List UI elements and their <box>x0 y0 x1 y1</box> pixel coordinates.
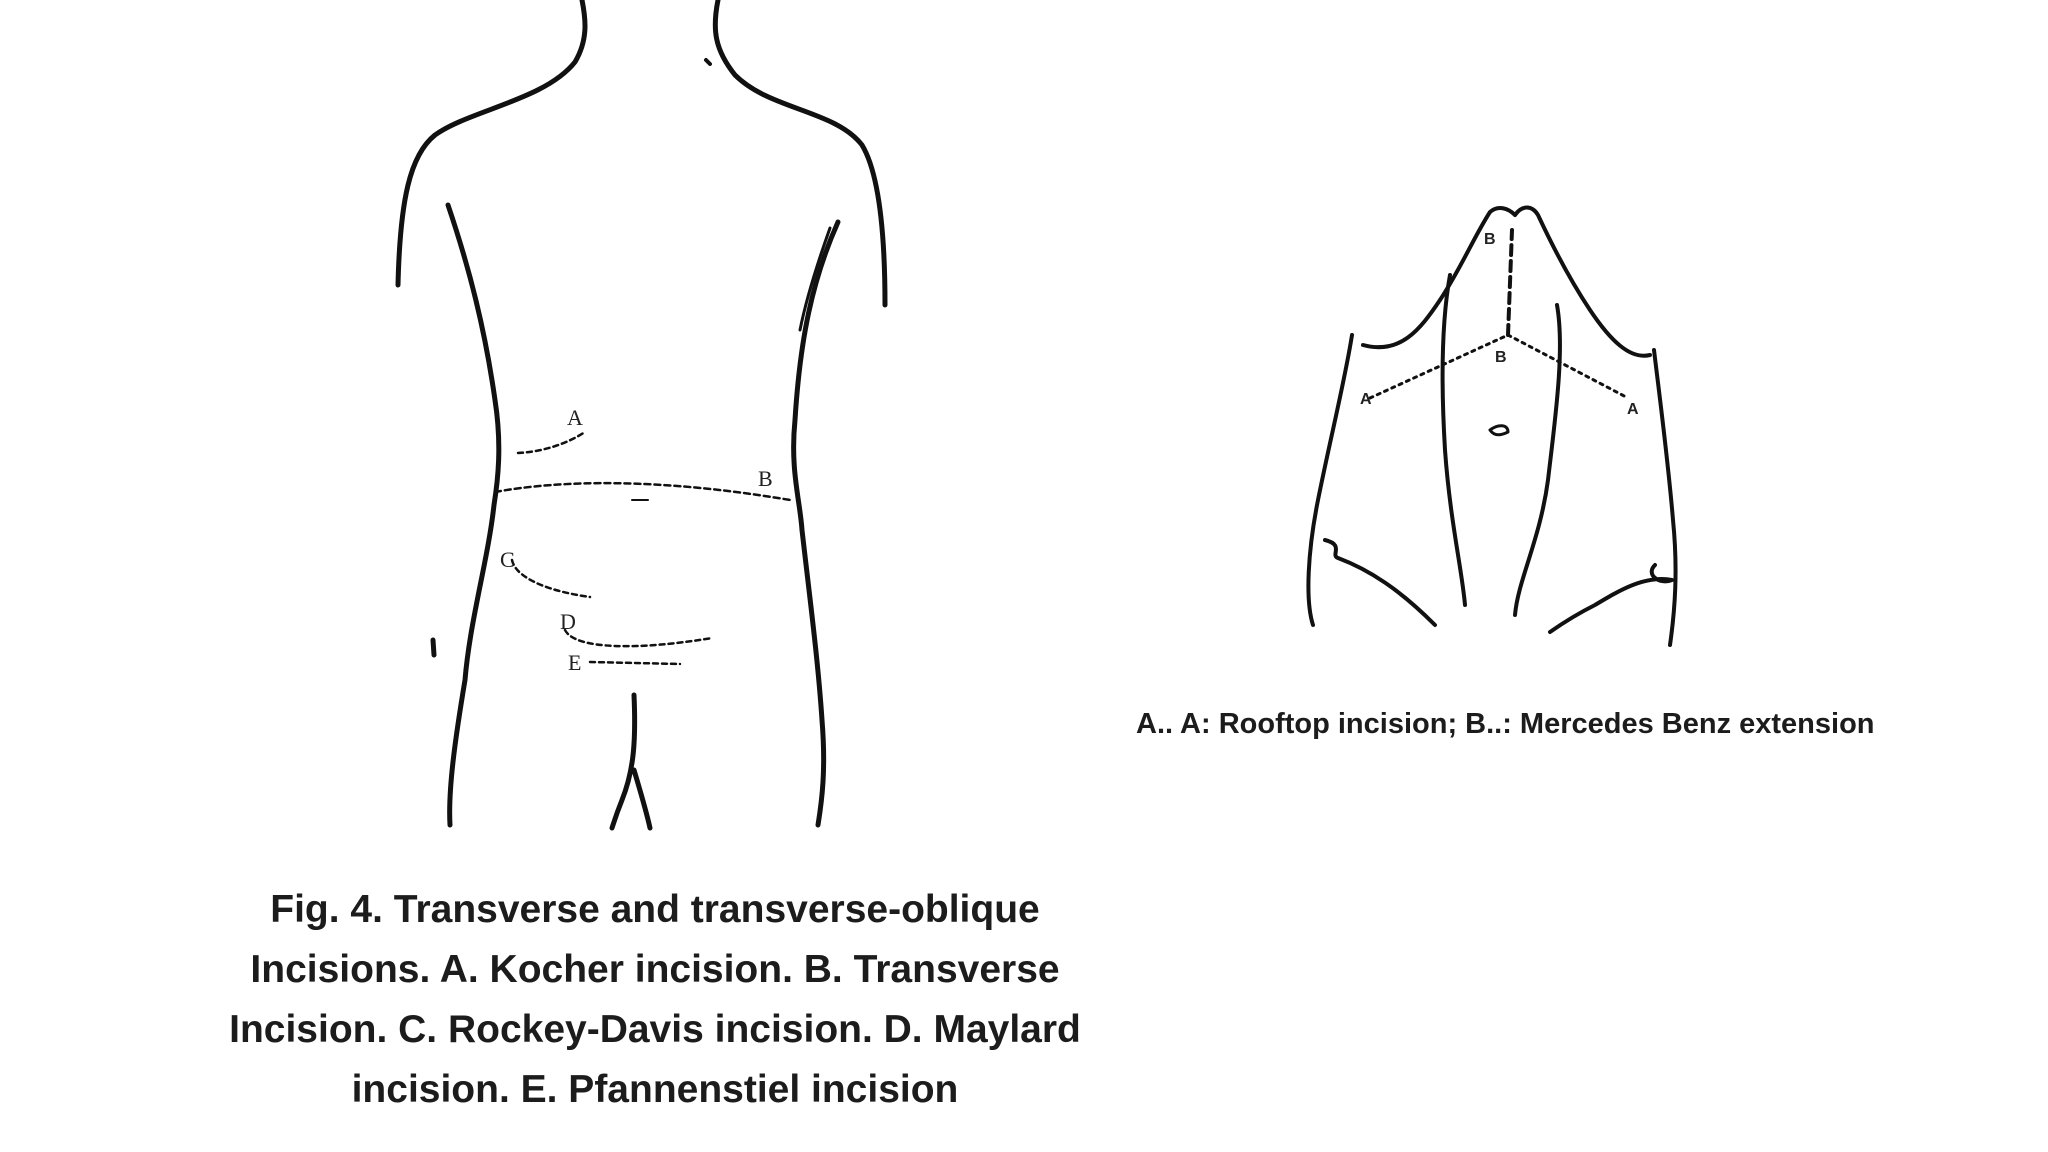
caption-line-4: incision. E. Pfannenstiel incision <box>351 1068 959 1111</box>
fig4-caption <box>140 880 1170 1120</box>
label-a-left: A <box>1360 391 1372 408</box>
abdomen-outline-right <box>1654 350 1676 645</box>
mercedes-benz-extension <box>1508 230 1512 335</box>
hip-left <box>1325 540 1435 625</box>
label-a: A <box>567 405 583 430</box>
caption-line-1: Fig. 4. Transverse and transverse-oblique <box>270 888 1040 931</box>
rooftop-incision-right <box>1508 335 1628 398</box>
hip-right <box>1550 565 1672 632</box>
costal-margin-right <box>1515 208 1650 356</box>
caption-line-3: Incision. C. Rockey-Davis incision. D. Maylard <box>229 1008 1081 1051</box>
label-c: C <box>500 547 515 572</box>
caption-line-2: Incisions. A. Kocher incision. B. Transverse <box>250 948 1060 991</box>
label-b-center: B <box>1495 349 1507 366</box>
label-d: D <box>560 609 576 634</box>
label-e: E <box>568 650 582 675</box>
label-a-right: A <box>1627 401 1639 418</box>
label-b-top: B <box>1484 231 1496 248</box>
label-b: B <box>758 466 773 491</box>
rooftop-figure-caption: A.. A: Rooftop incision; B..: Mercedes Benz extension <box>1136 708 1875 740</box>
rectus-left <box>1443 275 1465 605</box>
abdomen-outline-left <box>1308 335 1352 625</box>
costal-margin-left <box>1363 208 1515 347</box>
navel <box>1490 426 1508 435</box>
